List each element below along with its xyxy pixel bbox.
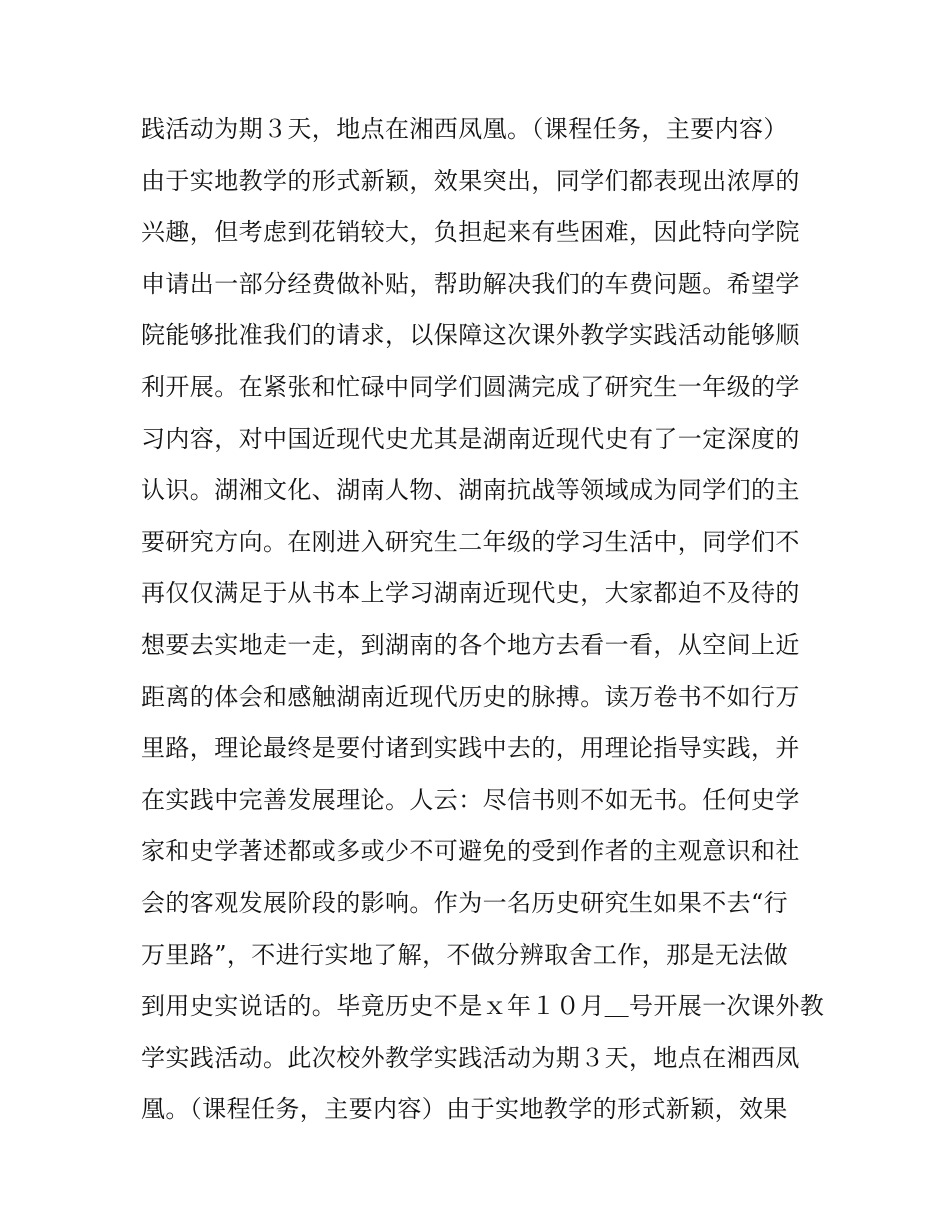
text-line: 利开展。在紧张和忙碌中同学们圆满完成了研究生一年级的学 xyxy=(141,372,800,401)
text-line: 认识。湖湘文化、湖南人物、湖南抗战等领域成为同学们的主 xyxy=(141,476,800,505)
text-line: 习内容，对中国近现代史尤其是湖南近现代史有了一定深度的 xyxy=(141,424,800,453)
text-line: 里路，理论最终是要付诸到实践中去的，用理论指导实践，并 xyxy=(141,734,800,763)
text-line: 院能够批准我们的请求，以保障这次课外教学实践活动能够顺 xyxy=(141,321,800,350)
text-line: 家和史学著述都或多或少不可避免的受到作者的主观意识和社 xyxy=(141,837,800,866)
text-line: 到用史实说话的。毕竟历史不是ｘ年１０月＿号开展一次课外教 xyxy=(141,992,825,1021)
text-line: 学实践活动。此次校外教学实践活动为期３天，地点在湘西凤 xyxy=(141,1043,800,1072)
text-line: 距离的体会和感触湖南近现代历史的脉搏。读万卷书不如行万 xyxy=(141,682,800,711)
text-line: 践活动为期３天，地点在湘西凤凰。（课程任务，主要内容） xyxy=(141,115,788,143)
text-line: 万里路”，不进行实地了解，不做分辨取舍工作，那是无法做 xyxy=(141,940,789,969)
text-line: 要研究方向。在刚进入研究生二年级的学习生活中，同学们不 xyxy=(141,527,800,556)
text-line: 凰。（课程任务，主要内容）由于实地教学的形式新颖，效果 xyxy=(141,1095,788,1124)
text-line: 申请出一部分经费做补贴，帮助解决我们的车费问题。希望学 xyxy=(141,269,800,298)
text-line: 想要去实地走一走，到湖南的各个地方去看一看，从空间上近 xyxy=(141,630,800,659)
text-line: 会的客观发展阶段的影响。作为一名历史研究生如果不去“行 xyxy=(141,888,789,917)
text-line: 再仅仅满足于从书本上学习湖南近现代史，大家都迫不及待的 xyxy=(141,579,800,608)
text-line: 由于实地教学的形式新颖，效果突出，同学们都表现出浓厚的 xyxy=(141,166,800,195)
body-text xyxy=(141,104,841,1136)
text-line: 在实践中完善发展理论。人云：尽信书则不如无书。任何史学 xyxy=(141,785,800,814)
text-line: 兴趣，但考虑到花销较大，负担起来有些困难，因此特向学院 xyxy=(141,218,800,247)
